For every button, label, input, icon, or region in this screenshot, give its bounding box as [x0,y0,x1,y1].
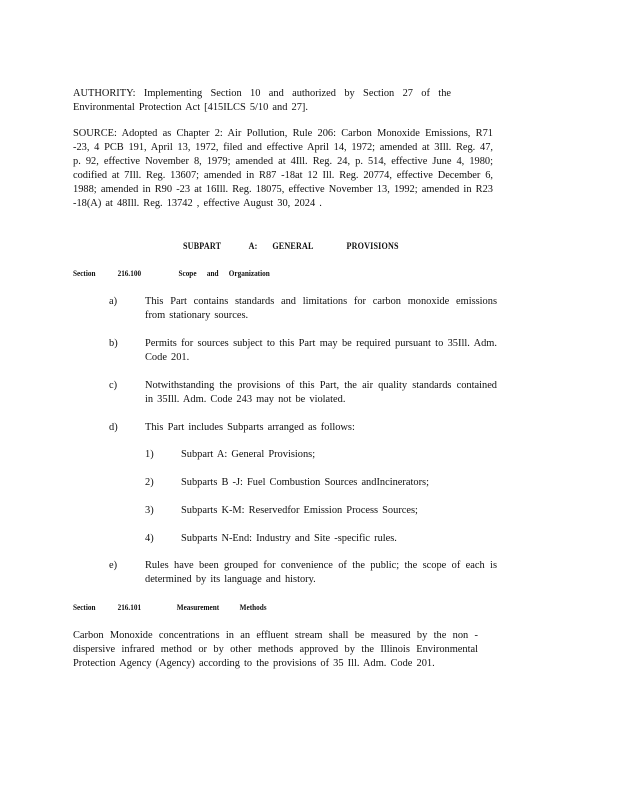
section-heading-216-100 [73,268,270,278]
item-text: Subpart A: General Provisions; [181,449,316,460]
item-text: Subparts N-End: Industry and Site -specific rules. [181,533,397,544]
section-number: 216.101 [117,602,142,612]
section-number: 216.100 [117,268,142,278]
subpart-letter: A: [248,241,258,251]
subpart-heading [183,241,399,251]
source-note: SOURCE: Adopted as Chapter 2: Air Pollution, Rule 206: Carbon Monoxide Emissions, R71 -23, 4 PCB 191, April 13, 1972, filed and effective April 14, 1972; amended at 3Ill. Reg. 47, p. 92, effective November 8, 1979; amended at 4Ill. Reg. 24, p. 514, effective June 4, 1980; codified at 7Ill. Reg. 13607; amended in R87 -18at 12 Ill. Reg. 20774, effective December 6, 1988; amended in R90 -23 at 16Ill. Reg. 18075, effective November 13, 1992; amended in R23 -18(A) at 48Ill. Reg. 13742 , effective August 30, 2024 . [73,128,493,209]
item-text: Permits for sources subject to this Part may be required pursuant to 35Ill. Adm. Code 201. [145,338,497,363]
item-marker: 4) [145,533,154,544]
section-heading-216-101 [73,602,267,612]
section-label: Section [73,602,96,612]
item-marker: c) [109,380,118,391]
item-marker: a) [109,296,118,307]
item-marker: b) [109,338,118,349]
item-text: This Part contains standards and limitations for carbon monoxide emissions from stationary sources. [145,296,497,321]
subpart-name-general: GENERAL [272,241,314,251]
item-marker: 3) [145,505,154,516]
item-marker: 1) [145,449,154,460]
section-title: Scope and Organization [178,268,270,278]
subpart-word: SUBPART [183,241,222,251]
item-text: Subparts B -J: Fuel Combustion Sources andIncinerators; [181,477,429,488]
item-text: Subparts K-M: Reservedfor Emission Process Sources; [181,505,418,516]
section-label: Section [73,268,96,278]
section-title: Measurement Methods [176,602,267,612]
item-marker: d) [109,422,118,433]
item-text: This Part includes Subparts arranged as follows: [145,422,355,433]
subpart-name-provisions: PROVISIONS [346,241,399,251]
item-marker: 2) [145,477,154,488]
item-marker: e) [109,560,118,571]
item-text: Rules have been grouped for convenience of the public; the scope of each is determined by its language and history. [145,560,497,585]
authority-note: AUTHORITY: Implementing Section 10 and authorized by Section 27 of the Environmental Protection Act [415ILCS 5/10 and 27]. [73,88,451,113]
measurement-paragraph: Carbon Monoxide concentrations in an effluent stream shall be measured by the non - dispersive infrared method or by other methods approved by the Illinois Environmental Protection Agency (Agency) according to the provisions of 35 Ill. Adm. Code 201. [73,630,478,669]
item-text: Notwithstanding the provisions of this Part, the air quality standards contained in 35Ill. Adm. Code 243 may not be violated. [145,380,497,405]
